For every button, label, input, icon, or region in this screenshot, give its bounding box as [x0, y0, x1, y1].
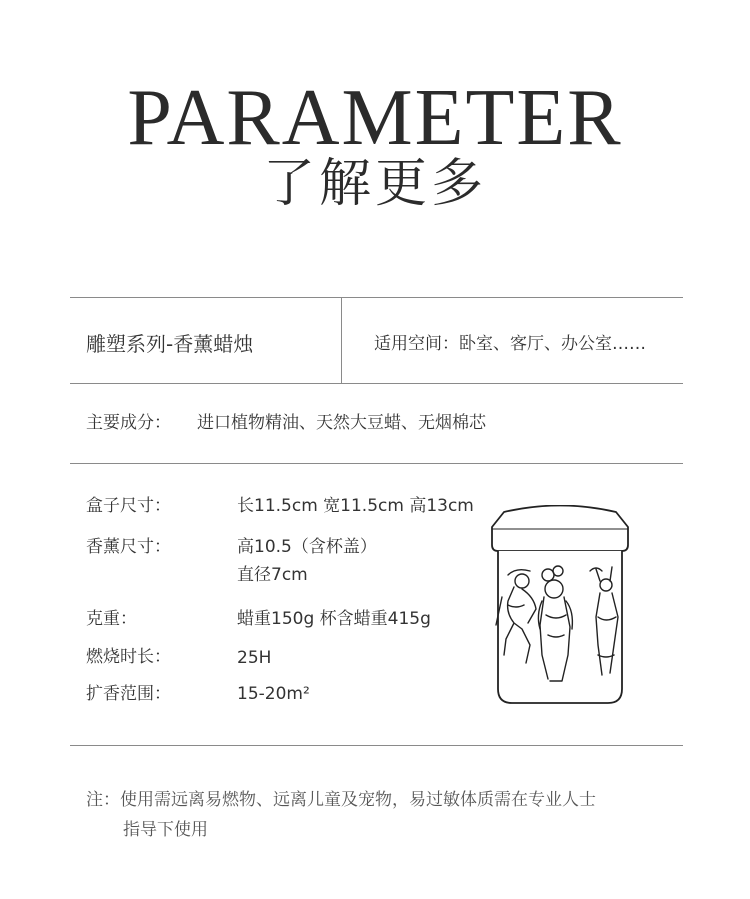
spec-label-weight: 克重： [86, 609, 137, 629]
divider-2 [70, 383, 683, 384]
spec-label-burn-time: 燃烧时长： [86, 647, 171, 667]
spec-label-box-size: 盒子尺寸： [86, 496, 171, 516]
usage-note-line1: 注：使用需远离易燃物、远离儿童及宠物，易过敏体质需在专业人士 [86, 790, 596, 810]
spec-value-candle-height: 高10.5（含杯盖） [237, 537, 377, 557]
page-subtitle: 了解更多 [262, 154, 487, 214]
spec-label-candle-size: 香薰尺寸： [86, 537, 171, 557]
ingredients-value: 进口植物精油、天然大豆蜡、无烟棉芯 [197, 413, 486, 433]
usage-spaces: 适用空间：卧室、客厅、办公室…… [374, 334, 646, 354]
usage-note [86, 785, 676, 845]
spec-value-candle-diameter: 直径7cm [237, 565, 308, 585]
spec-value-weight: 蜡重150g 杯含蜡重415g [237, 609, 431, 629]
spec-label-diffusion-range: 扩香范围： [86, 684, 171, 704]
divider-3 [70, 463, 683, 464]
candle-jar-illustration [478, 505, 642, 705]
product-name: 雕塑系列-香薰蜡烛 [86, 332, 254, 356]
spec-value-burn-time: 25H [237, 648, 272, 668]
spec-value-diffusion-range: 15-20m² [237, 684, 310, 704]
divider-4 [70, 745, 683, 746]
spec-value-box-size: 长11.5cm 宽11.5cm 高13cm [237, 496, 474, 516]
ingredients-label: 主要成分： [86, 413, 171, 433]
page-title: PARAMETER [127, 74, 623, 162]
divider-vertical [341, 297, 342, 384]
usage-note-line2: 指导下使用 [123, 820, 208, 840]
divider-top [70, 297, 683, 298]
